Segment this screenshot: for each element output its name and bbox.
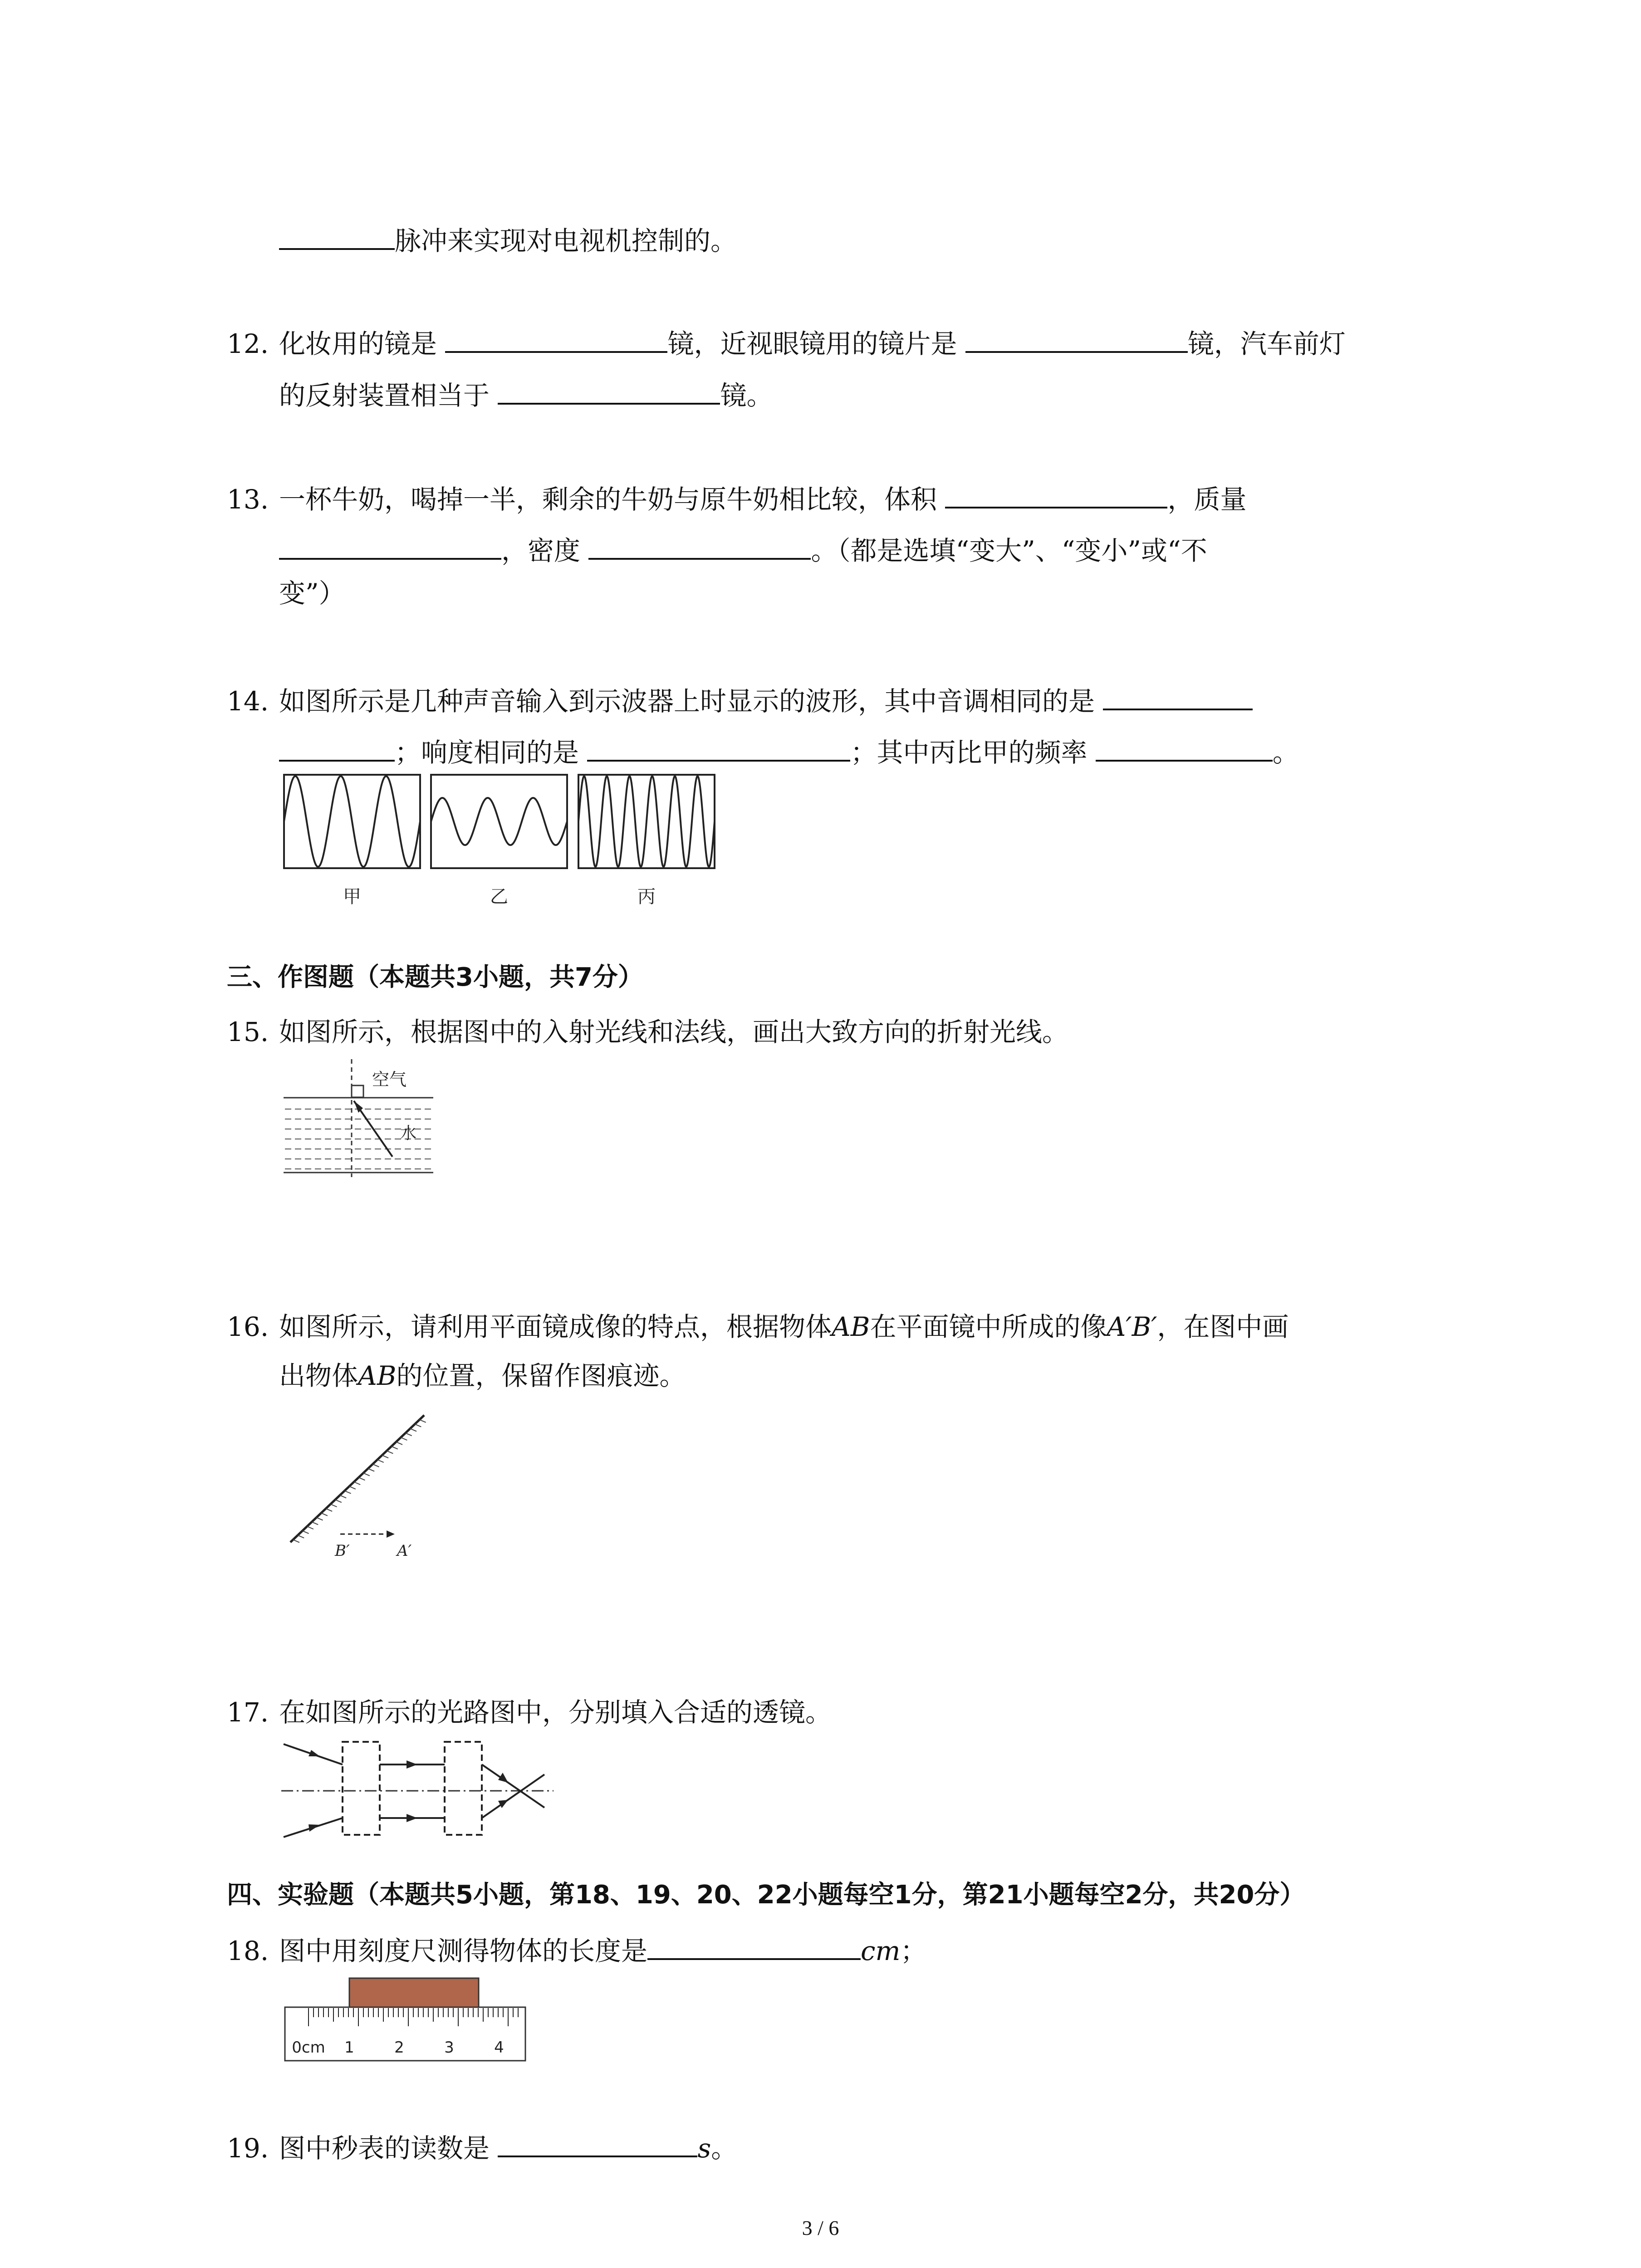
mirror-hatch-line — [303, 1531, 309, 1534]
question-13-line1: 13. 一杯牛奶，喝掉一半，剩余的牛奶与原牛奶相比较，体积 ，质量 — [227, 479, 1246, 518]
mirror-hatch-line — [363, 1473, 370, 1476]
section-4-heading: 四、实验题（本题共5小题，第18、19、20、22小题每空1分，第21小题每空2分，共20分） — [227, 1880, 1305, 1910]
mirror-hatch-line — [321, 1513, 328, 1516]
mirror-hatch-line — [326, 1509, 332, 1511]
mirror-hatch-line — [396, 1442, 402, 1445]
question-12-line2: 的反射装置相当于 镜。 — [279, 375, 773, 414]
ruler-label-2: 2 — [394, 2038, 404, 2057]
ruler-label-1: 1 — [344, 2038, 354, 2057]
refraction-figure — [281, 1059, 445, 1182]
ruler-label-3: 3 — [444, 2038, 454, 2057]
answer-blank[interactable] — [498, 2127, 697, 2157]
section-3-heading: 三、作图题（本题共3小题，共7分） — [227, 963, 643, 992]
mirror-hatch-line — [344, 1491, 351, 1494]
answer-blank[interactable] — [647, 1930, 861, 1960]
label-bing: 丙 — [637, 886, 656, 907]
mirror-hatch-line — [401, 1437, 407, 1440]
label-yi: 乙 — [490, 886, 508, 907]
question-14-line1: 14. 如图所示是几种声音输入到示波器上时显示的波形，其中音调相同的是 — [227, 680, 1253, 719]
answer-blank[interactable] — [945, 479, 1167, 508]
mirror-hatch-line — [387, 1451, 393, 1453]
mirror-hatch-line — [372, 1464, 379, 1467]
mirror-hatch-line — [331, 1504, 337, 1507]
lens-box-1 — [343, 1742, 380, 1835]
q11-line: 脉冲来实现对电视机控制的。 — [279, 220, 737, 259]
ruler-label-4: 4 — [494, 2038, 504, 2057]
mirror-hatch-line — [298, 1535, 304, 1538]
image-arrowhead — [387, 1530, 395, 1538]
arrow — [309, 1750, 320, 1756]
answer-blank[interactable] — [1103, 680, 1253, 710]
air-label: 空气 — [372, 1070, 407, 1090]
mirror-hatch-line — [420, 1420, 426, 1422]
mirror-hatch-line — [312, 1522, 318, 1525]
mirror-hatch-line — [307, 1526, 314, 1529]
waveform-jia — [284, 776, 420, 867]
lens-optical-path-figure — [281, 1733, 563, 1842]
question-19: 19. 图中秒表的读数是 s。 — [227, 2127, 737, 2166]
oscilloscope-waveforms-figure — [281, 771, 735, 916]
arrow — [498, 1800, 508, 1808]
waveform-bing — [578, 776, 715, 867]
answer-blank[interactable] — [1096, 732, 1273, 762]
mirror-hatch-line — [415, 1424, 421, 1427]
mirror-hatch-line — [358, 1477, 365, 1480]
mirror-hatch-line — [340, 1495, 346, 1498]
question-16-line1: 16. 如图所示，请利用平面镜成像的特点，根据物体AB在平面镜中所成的像A′B′，在图中画 — [227, 1311, 1289, 1342]
b-prime-label: B′ — [335, 1542, 350, 1560]
answer-blank[interactable] — [279, 530, 501, 560]
arrow — [407, 1760, 417, 1769]
answer-blank[interactable] — [279, 732, 395, 762]
mirror-hatch-line — [410, 1428, 416, 1431]
question-13-line2: ，密度 。（都是选填“变大”、“变小”或“不 — [279, 530, 1207, 569]
waveform-yi — [431, 798, 567, 845]
mirror-hatch-line — [354, 1482, 360, 1485]
question-17: 17. 在如图所示的光路图中，分别填入合适的透镜。 — [227, 1697, 832, 1728]
answer-blank[interactable] — [445, 323, 667, 353]
ray-top-out — [482, 1765, 544, 1808]
right-angle-mark — [352, 1085, 363, 1097]
arrow — [407, 1814, 417, 1822]
ruler-figure — [281, 1975, 535, 2066]
question-13-line3: 变”） — [279, 578, 345, 609]
mirror-hatch-line — [392, 1447, 398, 1449]
arrow — [309, 1824, 320, 1832]
mirror-hatch-line — [349, 1486, 356, 1489]
mirror-line — [290, 1415, 424, 1542]
mirror-hatching — [293, 1420, 426, 1543]
answer-blank[interactable] — [587, 732, 850, 762]
answer-blank[interactable] — [279, 220, 395, 250]
page-number: 3 / 6 — [802, 2216, 839, 2239]
ray-bottom-out — [482, 1774, 544, 1818]
question-18: 18. 图中用刻度尺测得物体的长度是 cm； — [227, 1930, 927, 1969]
question-12-line1: 12. 化妆用的镜是 镜，近视眼镜用的镜片是 镜，汽车前灯 — [227, 323, 1346, 362]
answer-blank[interactable] — [498, 375, 720, 405]
question-15: 15. 如图所示，根据图中的入射光线和法线，画出大致方向的折射光线。 — [227, 1017, 1069, 1047]
answer-blank[interactable] — [965, 323, 1188, 353]
mirror-hatch-line — [377, 1460, 384, 1462]
question-14-line2: ；响度相同的是 ；其中丙比甲的频率 。 — [279, 732, 1299, 771]
ruler-label-0: 0cm — [292, 2038, 325, 2057]
answer-blank[interactable] — [588, 530, 811, 560]
label-jia: 甲 — [343, 886, 361, 907]
a-prime-label: A′ — [397, 1542, 412, 1560]
lens-box-2 — [445, 1742, 482, 1835]
plane-mirror-figure — [281, 1406, 436, 1569]
mirror-hatch-line — [382, 1455, 388, 1458]
mirror-hatch-line — [293, 1540, 299, 1542]
question-16-line2: 出物体AB的位置，保留作图痕迹。 — [279, 1360, 686, 1391]
mirror-hatch-line — [406, 1433, 412, 1436]
mirror-hatch-line — [317, 1517, 323, 1520]
mirror-hatch-line — [368, 1469, 374, 1471]
mirror-hatch-line — [335, 1500, 342, 1502]
water-label: 水 — [400, 1124, 417, 1143]
measured-object — [349, 1978, 479, 2007]
arrow — [498, 1773, 508, 1783]
